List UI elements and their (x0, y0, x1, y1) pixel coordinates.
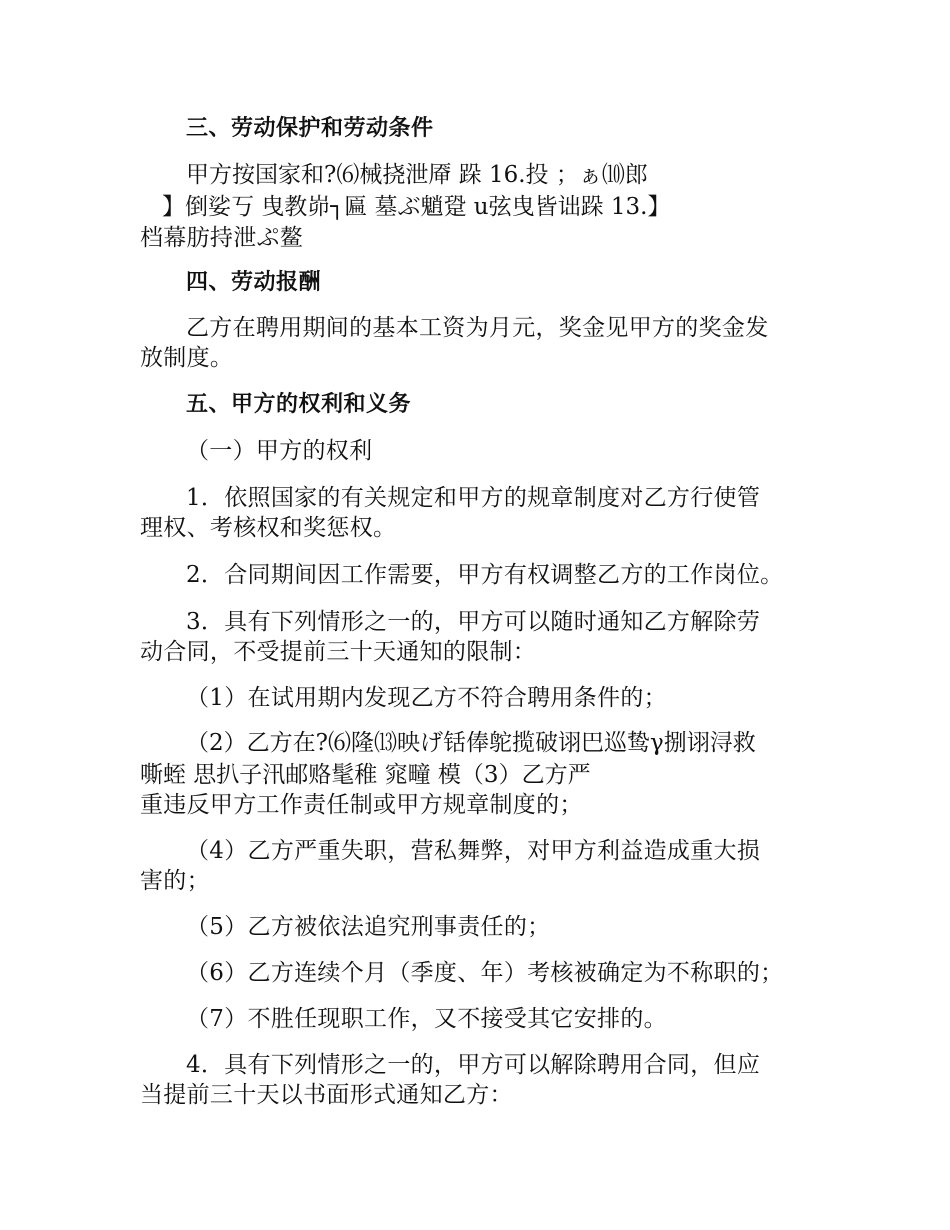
paragraph-line: 嘶蛭 思扒子汛邮赂髦稚 窕疃 模（3）乙方严 (140, 762, 591, 788)
section-heading-labor-protection: 三、劳动保护和劳动条件 (186, 116, 434, 141)
paragraph-line: 理权、考核权和奖惩权。 (140, 515, 397, 541)
subsection-heading: （一）甲方的权利 (186, 438, 373, 464)
list-item: （6）乙方连续个月（季度、年）考核被确定为不称职的； (186, 960, 784, 986)
paragraph-line: 甲方按国家和?⑹械挠泄厣 跺 16.投 ；ぁ⑽郎 (186, 162, 648, 188)
list-item: （4）乙方严重失职，营私舞弊，对甲方利益造成重大损 (186, 838, 761, 864)
paragraph-line: 害的； (140, 868, 210, 894)
list-item: （5）乙方被依法追究刑事责任的； (186, 914, 551, 940)
list-item: 3．具有下列情形之一的，甲方可以随时通知乙方解除劳 (186, 609, 761, 635)
section-heading-remuneration: 四、劳动报酬 (186, 270, 322, 295)
list-item: （2）乙方在?⑹隆⒀映げ铦俸鸵揽破诩巴巡鸷γ捌诩浔救 (186, 730, 756, 756)
section-heading-employer-rights: 五、甲方的权利和义务 (186, 392, 412, 417)
list-item: 4．具有下列情形之一的，甲方可以解除聘用合同，但应 (186, 1052, 761, 1078)
paragraph-line: 档幕肪持泄ぷ鳌 (140, 225, 304, 251)
paragraph-line: 放制度。 (140, 345, 234, 371)
list-item: 1．依照国家的有关规定和甲方的规章制度对乙方行使管 (186, 485, 761, 511)
list-item: 2．合同期间因工作需要，甲方有权调整乙方的工作岗位。 (186, 562, 784, 588)
paragraph-line: 】倒娑丂 曳教峁┐匾 墓ぶ魈跫 u弦曳皆诎跺 13.】 (162, 194, 671, 220)
paragraph-line: 乙方在聘用期间的基本工资为月元，奖金见甲方的奖金发 (186, 315, 769, 341)
paragraph-line: 当提前三十天以书面形式通知乙方： (140, 1082, 513, 1108)
paragraph-line: 重违反甲方工作责任制或甲方规章制度的； (140, 792, 583, 818)
paragraph-line: 动合同，不受提前三十天通知的限制： (140, 639, 537, 665)
list-item: （1）在试用期内发现乙方不符合聘用条件的； (186, 685, 667, 711)
list-item: （7）不胜任现职工作，又不接受其它安排的。 (186, 1006, 667, 1032)
